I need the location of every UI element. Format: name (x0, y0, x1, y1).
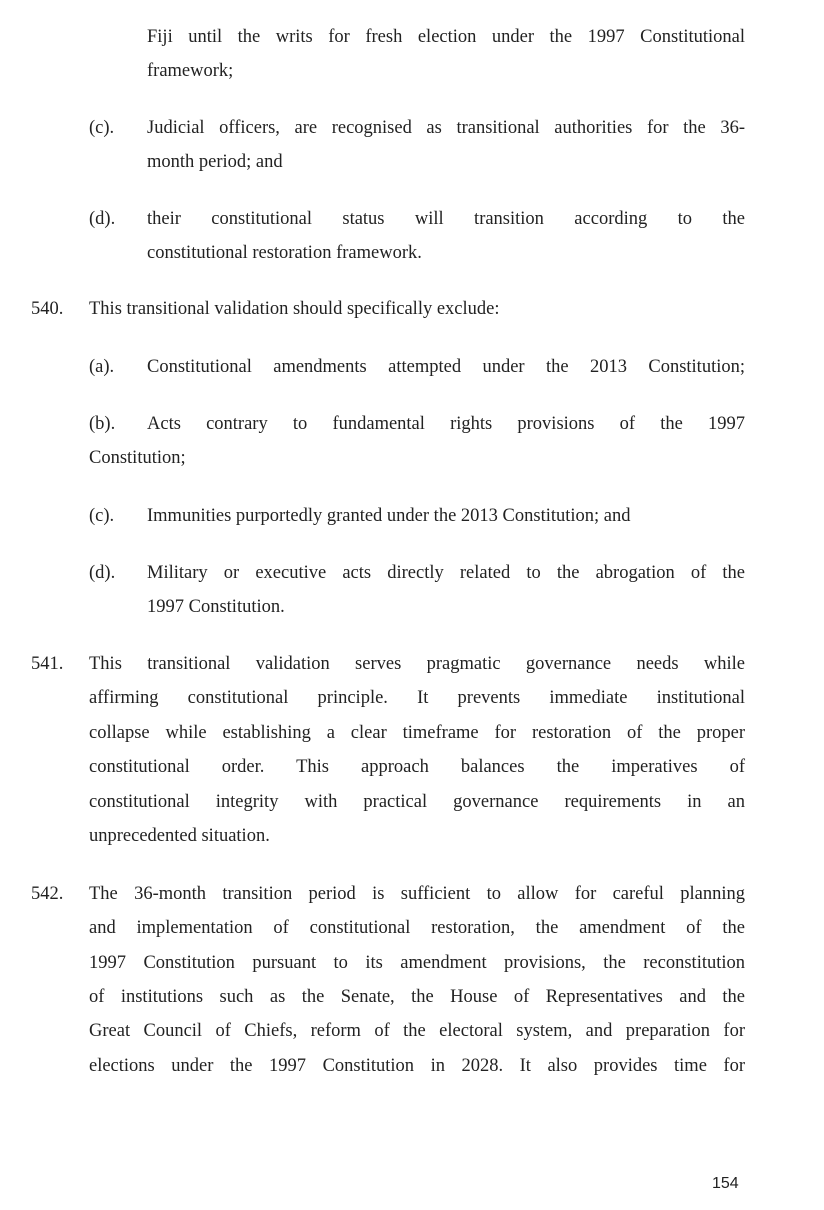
list-item-text: constitutional restoration framework. (147, 243, 422, 263)
list-item-text: Military or executive acts directly related to the abrogation of the (147, 563, 745, 583)
paragraph-number: 541. (31, 654, 64, 674)
paragraph-number: 540. (31, 299, 64, 319)
continuation-line: framework; (147, 61, 234, 81)
paragraph-text: This transitional validation serves pragmatic governance needs while (89, 654, 745, 674)
list-item-text: Constitutional amendments attempted under the 2013 Constitution; (147, 357, 745, 377)
paragraph-text: elections under the 1997 Constitution in 2028. It also provides time for (89, 1056, 745, 1076)
list-item-label: (d). (89, 209, 116, 229)
paragraph-text: Great Council of Chiefs, reform of the electoral system, and preparation for (89, 1021, 745, 1041)
list-item-label: (c). (89, 118, 115, 138)
list-item-text: Judicial officers, are recognised as transitional authorities for the 36- (147, 118, 745, 138)
continuation-line: Fiji until the writs for fresh election under the 1997 Constitutional (147, 27, 745, 47)
list-item-text: Acts contrary to fundamental rights provisions of the 1997 (147, 414, 745, 434)
paragraph-text: affirming constitutional principle. It prevents immediate institutional (89, 688, 745, 708)
list-item-label: (a). (89, 357, 115, 377)
list-item-label: (b). (89, 414, 116, 434)
paragraph-text: unprecedented situation. (89, 826, 270, 846)
paragraph-text: of institutions such as the Senate, the House of Representatives and the (89, 987, 745, 1007)
list-item-text: Immunities purportedly granted under the 2013 Constitution; and (147, 506, 631, 526)
list-item-text: month period; and (147, 152, 283, 172)
paragraph-number: 542. (31, 884, 64, 904)
paragraph-text: This transitional validation should specifically exclude: (89, 299, 500, 319)
page-number: 154 (712, 1175, 739, 1192)
paragraph-text: collapse while establishing a clear timeframe for restoration of the proper (89, 723, 745, 743)
paragraph-text: 1997 Constitution pursuant to its amendment provisions, the reconstitution (89, 953, 745, 973)
list-item-label: (d). (89, 563, 116, 583)
list-item-text: 1997 Constitution. (147, 597, 285, 617)
list-item-label: (c). (89, 506, 115, 526)
list-item-text: Constitution; (89, 448, 186, 468)
paragraph-text: and implementation of constitutional restoration, the amendment of the (89, 918, 745, 938)
paragraph-text: constitutional integrity with practical governance requirements in an (89, 792, 745, 812)
paragraph-text: The 36-month transition period is sufficient to allow for careful planning (89, 884, 745, 904)
list-item-text: their constitutional status will transition according to the (147, 209, 745, 229)
paragraph-text: constitutional order. This approach balances the imperatives of (89, 757, 745, 777)
